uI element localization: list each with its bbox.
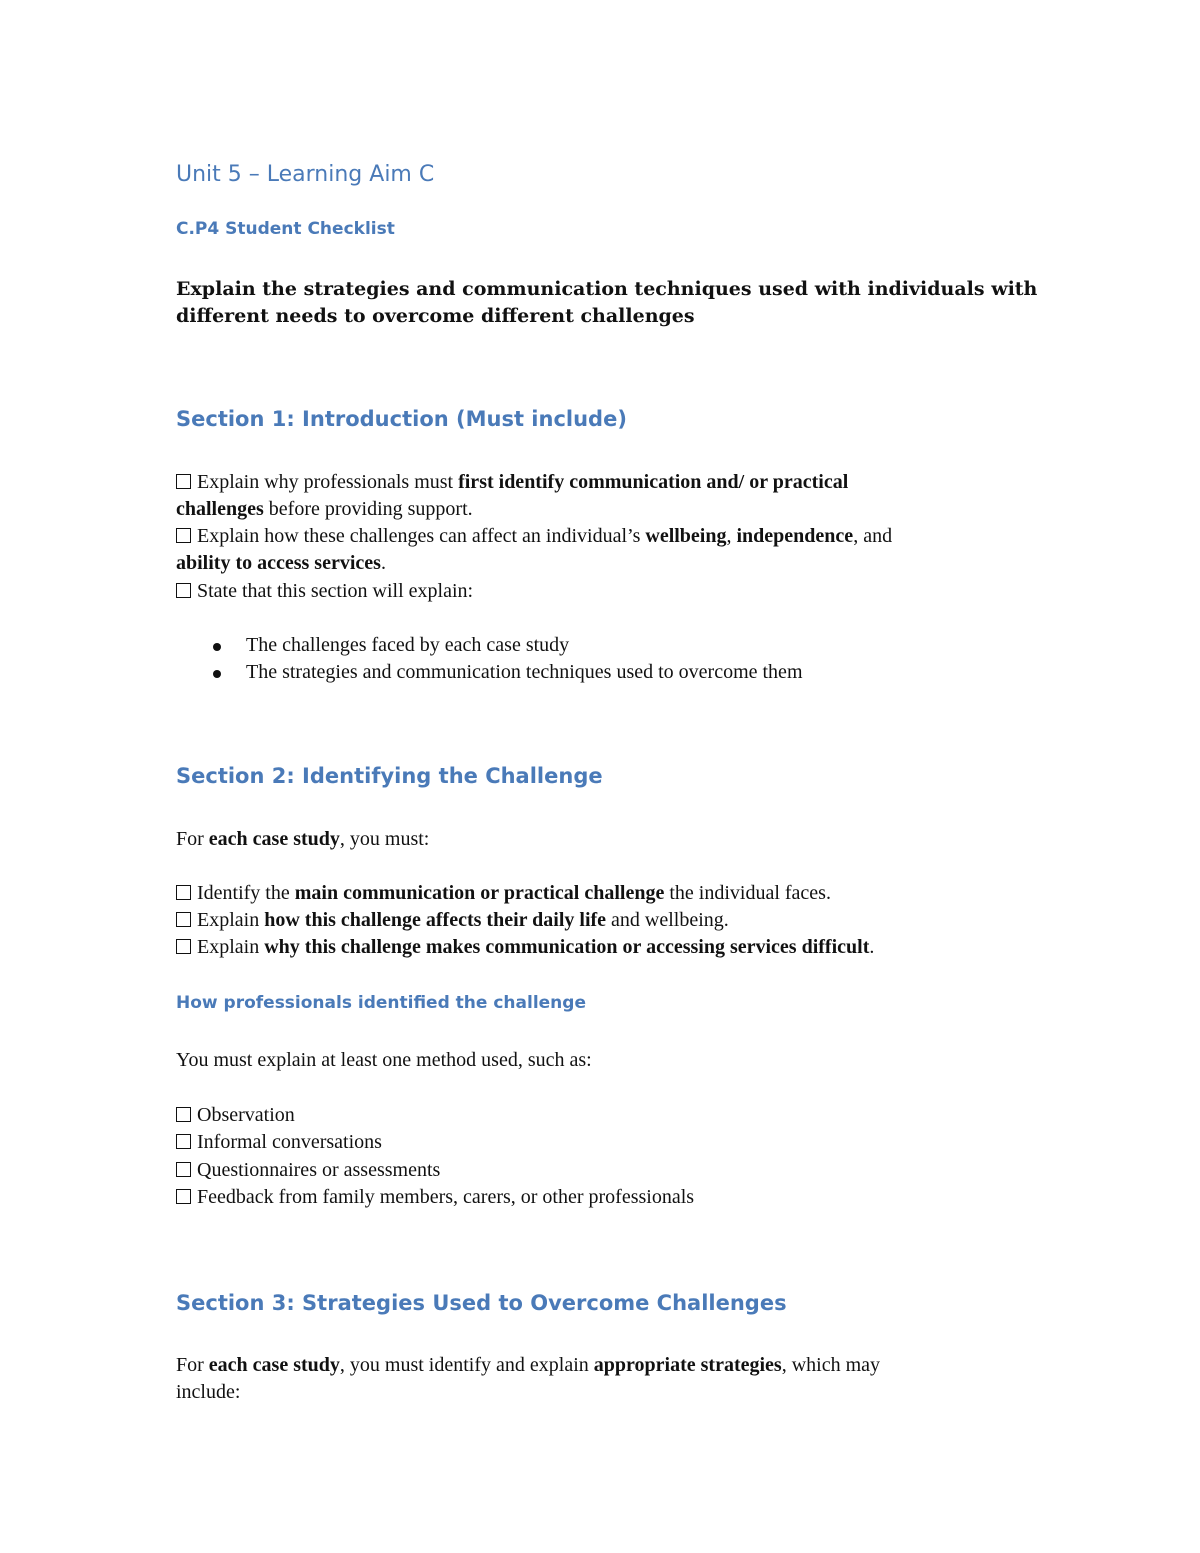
bullet-icon bbox=[213, 670, 221, 678]
method-intro: You must explain at least one method used, such as: bbox=[176, 1049, 592, 1071]
section-3-intro: For each case study, you must identify and explain appropriate strategies, which may bbox=[176, 1354, 881, 1376]
list-item: The challenges faced by each case study bbox=[246, 632, 569, 659]
section-2-title: Section 2: Identifying the Challenge bbox=[176, 764, 603, 788]
section-2-intro: For each case study, you must: bbox=[176, 828, 430, 850]
checklist-item-continued: ability to access services. bbox=[176, 552, 386, 574]
sub-heading: How professionals identified the challenge bbox=[176, 993, 586, 1013]
document-title: Unit 5 – Learning Aim C bbox=[176, 162, 435, 187]
checkbox[interactable] bbox=[176, 528, 191, 543]
checklist-item: State that this section will explain: bbox=[176, 578, 473, 605]
checklist-item: Explain why professionals must first identify communication and/ or practical bbox=[176, 469, 848, 496]
checkbox[interactable] bbox=[176, 583, 191, 598]
section-1-title: Section 1: Introduction (Must include) bbox=[176, 407, 627, 431]
checkbox[interactable] bbox=[176, 1162, 191, 1177]
checkbox[interactable] bbox=[176, 1107, 191, 1122]
list-item: The strategies and communication techniques used to overcome them bbox=[246, 659, 803, 686]
checklist-item: Questionnaires or assessments bbox=[176, 1157, 440, 1184]
bullet-icon bbox=[213, 643, 221, 651]
checklist-item: Explain why this challenge makes communication or accessing services difficult. bbox=[176, 934, 874, 961]
checkbox[interactable] bbox=[176, 1134, 191, 1149]
checkbox[interactable] bbox=[176, 474, 191, 489]
checkbox[interactable] bbox=[176, 1189, 191, 1204]
checklist-item: Informal conversations bbox=[176, 1129, 382, 1156]
checklist-item-continued: challenges before providing support. bbox=[176, 498, 473, 520]
checklist-item: Identify the main communication or practical challenge the individual faces. bbox=[176, 880, 831, 907]
section-3-intro-continued: include: bbox=[176, 1381, 241, 1403]
task-line-2: different needs to overcome different challenges bbox=[176, 305, 695, 327]
checklist-item: Explain how this challenge affects their daily life and wellbeing. bbox=[176, 907, 729, 934]
document-subtitle: C.P4 Student Checklist bbox=[176, 219, 395, 239]
checklist-item: Explain how these challenges can affect an individual’s wellbeing, independence, and bbox=[176, 523, 892, 550]
task-line-1: Explain the strategies and communication techniques used with individuals with bbox=[176, 278, 1038, 300]
checkbox[interactable] bbox=[176, 939, 191, 954]
checklist-item: Feedback from family members, carers, or other professionals bbox=[176, 1184, 694, 1211]
checkbox[interactable] bbox=[176, 885, 191, 900]
section-3-title: Section 3: Strategies Used to Overcome Challenges bbox=[176, 1291, 787, 1315]
checklist-item: Observation bbox=[176, 1102, 295, 1129]
checkbox[interactable] bbox=[176, 912, 191, 927]
